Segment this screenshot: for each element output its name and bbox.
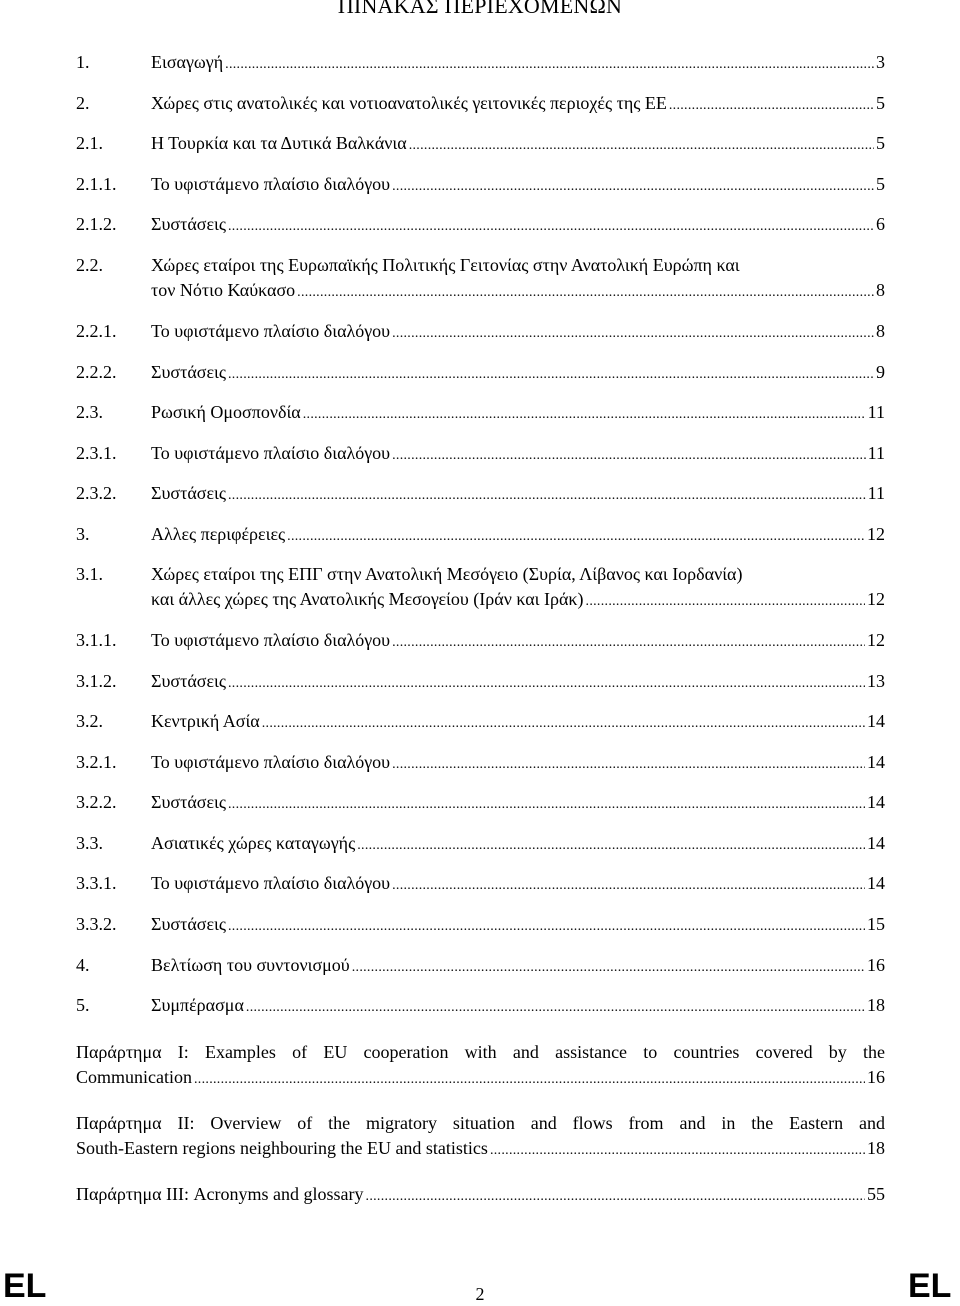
toc-entry[interactable] [76,993,885,1018]
dot-leader [228,360,874,387]
toc-entry-number: 3.3. [76,833,103,853]
toc-entry-page: 16 [867,955,885,975]
toc-entry-page: 12 [867,589,885,609]
toc-entry-title: Χώρες στις ανατολικές και νοτιοανατολικές γειτονικές περιοχές της ΕΕ [151,93,667,113]
toc-entry[interactable] [76,212,885,237]
toc-entry-title: Συστάσεις [151,671,226,691]
dot-leader [194,1065,865,1092]
annex-page: 16 [867,1067,885,1087]
toc-entry-page: 11 [867,443,885,463]
dot-leader [392,441,866,468]
dot-leader [262,709,865,736]
dot-leader [246,993,865,1020]
toc-entry-page: 14 [867,833,885,853]
toc-entry-number: 3.2.2. [76,792,117,812]
dot-leader [392,750,865,777]
toc-entry-title: Κεντρική Ασία [151,711,260,731]
dot-leader [228,912,865,939]
toc-entry[interactable] [76,91,885,116]
toc-entry-title: Ασιατικές χώρες καταγωγής [151,833,356,853]
toc-entry-page: 3 [876,52,885,72]
toc-entry-title: Συστάσεις [151,914,226,934]
toc-entry-title: Η Τουρκία και τα Δυτικά Βαλκάνια [151,133,407,153]
toc-entry[interactable] [76,831,885,856]
dot-leader [357,831,865,858]
dot-leader [228,481,866,508]
toc-entry-title: Το υφιστάμενο πλαίσιο διαλόγου [151,752,391,772]
toc-entry[interactable] [76,172,885,197]
toc-entry-page: 14 [867,752,885,772]
toc-entry-number: 2.2. [76,255,103,275]
toc-entry-page: 14 [867,873,885,893]
toc-entry-number: 2.2.2. [76,362,117,382]
toc-entry-page: 18 [867,995,885,1015]
annex-entry[interactable] [76,1182,885,1209]
toc-entry-number: 2.1. [76,133,103,153]
toc-entry-title: Συστάσεις [151,214,226,234]
toc-entry-title: Συστάσεις [151,483,226,503]
page-title: ΠΙΝΑΚΑΣ ΠΕΡΙΕΧΟΜΕΝΩΝ [337,0,623,18]
dot-leader [669,91,874,118]
toc-entry[interactable] [76,669,885,694]
toc-entry[interactable] [76,522,885,547]
toc-entry[interactable] [76,131,885,156]
dot-leader [303,400,866,427]
toc-entry-title: Το υφιστάμενο πλαίσιο διαλόγου [151,873,391,893]
toc-entry-title: τον Νότιο Καύκασο [151,280,296,300]
annex-title: Communication [76,1067,192,1087]
toc-entry-page: 6 [876,214,885,234]
toc-entry-title: Συμπέρασμα [151,995,244,1015]
toc-entry-title: Το υφιστάμενο πλαίσιο διαλόγου [151,321,391,341]
toc-entry-title: Το υφιστάμενο πλαίσιο διαλόγου [151,443,391,463]
toc-entry-number: 3.3.2. [76,914,117,934]
toc-entry-number: 3.1.2. [76,671,117,691]
annex-title: Παράρτημα Ι: Examples of EU cooperation with and assistance to countries covered by the [76,1042,885,1062]
toc-entry-number: 3.1. [76,564,103,584]
toc-entry[interactable] [76,709,885,734]
dot-leader [297,278,874,305]
toc-entry-number: 2. [76,93,90,113]
toc-entry-page: 14 [867,792,885,812]
toc-entry-page: 12 [867,630,885,650]
toc-entry-page: 9 [876,362,885,382]
dot-leader [392,628,865,655]
annex-title: Παράρτημα ΙΙΙ: Acronyms and glossary [76,1184,364,1204]
toc-entry-title: Αλλες περιφέρειες [151,524,286,544]
toc-entry-page: 15 [867,914,885,934]
toc-entry[interactable] [76,790,885,815]
toc-entry-page: 8 [876,321,885,341]
toc-entry-title: και άλλες χώρες της Ανατολικής Μεσογείου (Ιράν και Ιράκ) [151,589,584,609]
toc-entry[interactable] [76,400,885,425]
toc-entry-title: Εισαγωγή [151,52,224,72]
toc-entry-number: 1. [76,52,90,72]
toc-entry-page: 5 [876,174,885,194]
toc-entry-title: Χώρες εταίροι της Ευρωπαϊκής Πολιτικής Γειτονίας στην Ανατολική Ευρώπη και [151,255,740,275]
toc-entry-number: 2.1.2. [76,214,117,234]
toc-entry-title: Συστάσεις [151,362,226,382]
toc-entry-page: 11 [867,483,885,503]
toc-entry-number: 3. [76,524,90,544]
dot-leader [392,871,865,898]
dot-leader [352,953,865,980]
toc-entry-page: 5 [876,133,885,153]
dot-leader [228,212,874,239]
toc-entry-number: 2.3.2. [76,483,117,503]
toc-entry-number: 2.3.1. [76,443,117,463]
annex-page: 55 [867,1184,885,1204]
toc-entry-number: 4. [76,955,90,975]
toc-entry-number: 3.2. [76,711,103,731]
toc-entry[interactable] [76,628,885,653]
toc-entry[interactable] [76,953,885,978]
toc-entry-title: Το υφιστάμενο πλαίσιο διαλόγου [151,630,391,650]
toc-entry-page: 14 [867,711,885,731]
toc-entry[interactable] [76,871,885,896]
dot-leader [392,172,874,199]
annex-title: Παράρτημα ΙΙ: Overview of the migratory situation and flows from and in the Eastern and [76,1113,885,1133]
toc-entry-title: Βελτίωση του συντονισμού [151,955,350,975]
annex-title: South-Eastern regions neighbouring the EU and statistics [76,1138,488,1158]
toc-entry[interactable] [76,912,885,937]
toc-entry[interactable] [76,750,885,775]
toc-entry[interactable] [76,562,885,612]
footer-language-left: EL [3,1267,47,1305]
toc-entry-number: 2.2.1. [76,321,117,341]
dot-leader [228,669,865,696]
toc-entry-page: 5 [876,93,885,113]
dot-leader [490,1136,865,1163]
toc-entry[interactable] [76,441,885,466]
annex-entry[interactable] [76,1040,885,1092]
toc-entry[interactable] [76,360,885,385]
toc-entry-title: Χώρες εταίροι της ΕΠΓ στην Ανατολική Μεσόγειο (Συρία, Λίβανος και Ιορδανία) [151,564,743,584]
toc-entry-title: Συστάσεις [151,792,226,812]
toc-entry[interactable] [76,50,885,75]
page-number: 2 [475,1284,485,1304]
dot-leader [392,319,874,346]
toc-entry-number: 3.1.1. [76,630,117,650]
toc-entry[interactable] [76,481,885,506]
dot-leader [409,131,874,158]
toc-entry[interactable] [76,319,885,344]
toc-entry-number: 2.1.1. [76,174,117,194]
toc-entry-page: 12 [867,524,885,544]
toc-entry-title: Το υφιστάμενο πλαίσιο διαλόγου [151,174,391,194]
toc-entry-number: 3.3.1. [76,873,117,893]
dot-leader [287,522,865,549]
dot-leader [586,587,865,614]
annex-page: 18 [867,1138,885,1158]
toc-entry-title: Ρωσική Ομοσπονδία [151,402,301,422]
toc-entry-page: 8 [876,280,885,300]
toc-entry-number: 5. [76,995,90,1015]
toc-entry[interactable] [76,253,885,303]
dot-leader [228,790,865,817]
dot-leader [225,50,874,77]
toc-entry-number: 2.3. [76,402,103,422]
dot-leader [366,1182,865,1209]
toc-entry-number: 3.2.1. [76,752,117,772]
footer-language-right: EL [908,1267,952,1305]
annex-entry[interactable] [76,1111,885,1163]
toc-entry-page: 11 [867,402,885,422]
toc-entry-page: 13 [867,671,885,691]
